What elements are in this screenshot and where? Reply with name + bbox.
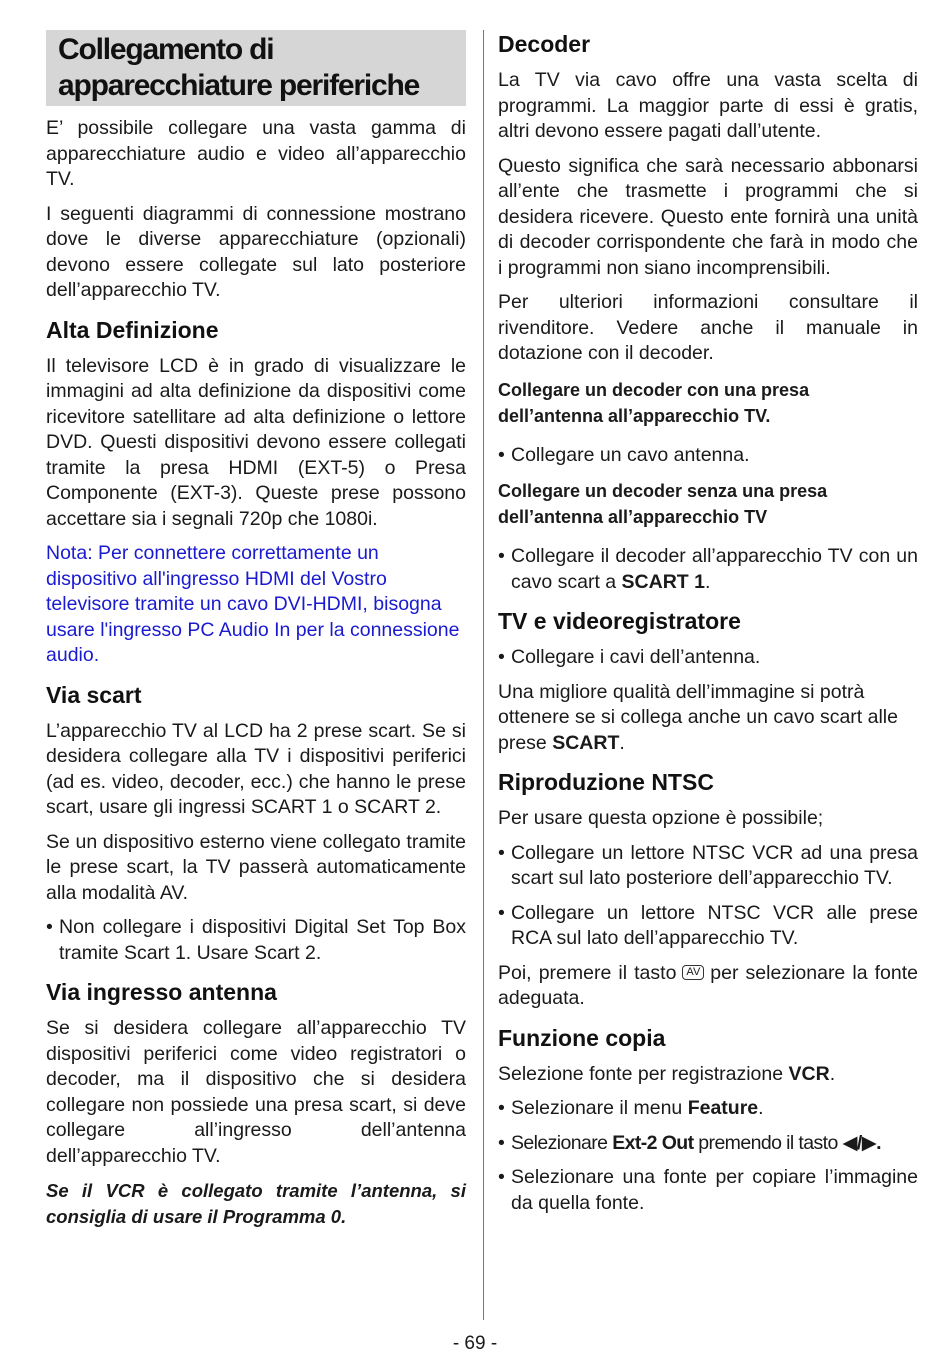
scart-paragraph-1: L’apparecchio TV al LCD ha 2 prese scart. Se si desidera collegare alla TV i dispositivi periferici (ad es. video, decoder, ecc.) che hanno le prese scart, usare gli ingressi SCART 1 o SCART 2. [46, 719, 466, 818]
copy-bullet-2-text [511, 1131, 918, 1157]
ext2-out-key: Ext-2 Out [612, 1131, 694, 1154]
copy-b1-body: Selezionare il menu [511, 1097, 688, 1119]
hd-heading: Alta Definizione [46, 316, 219, 343]
feature-key: Feature [687, 1097, 759, 1119]
vcr-bullet [498, 645, 918, 671]
bullet-dot: • [498, 901, 505, 924]
decoder-sub-heading-1: Collegare un decoder con una presa dell’antenna all’apparecchio TV. [498, 379, 810, 426]
page-number: - 69 - [452, 1333, 498, 1354]
decoder-bullet-1-text: Collegare un cavo antenna. [511, 443, 750, 466]
copy-heading: Funzione copia [498, 1024, 666, 1051]
copy-bullet-2 [498, 1131, 918, 1157]
decoder-bullet-2-text [511, 544, 918, 595]
vcr-paragraph [498, 680, 918, 757]
bullet-dot: • [498, 646, 505, 668]
bullet-dot: • [498, 1097, 505, 1119]
hd-note: Nota: Per connettere correttamente un dispositivo all'ingresso HDMI del Vostro televisore tramite un cavo DVI-HDMI, bisogna usare l'ingresso PC Audio In per la connessione audio. [46, 542, 460, 666]
scart-bullet-text: Non collegare i dispositivi Digital Set Top Box tramite Scart 1. Usare Scart 2. [59, 916, 466, 964]
copy-bullet-3-text: Selezionare una fonte per copiare l’immagine da quella fonte. [511, 1166, 918, 1214]
ntsc-paragraph-1: Per usare questa opzione è possibile; [498, 807, 824, 829]
ntsc-paragraph-2 [498, 961, 918, 1012]
bullet-dot: • [498, 545, 505, 567]
vcr-key: VCR [788, 1062, 830, 1085]
copy-p1-end: . [829, 1062, 836, 1085]
antenna-paragraph: Se si desidera collegare all’apparecchio TV dispositivi periferici come video registratori o decoder, ma il dispositivo che si desidera collegare non possiede una presa scart, si deve collegare all’ingresso dell’antenna dell’apparecchio TV. [46, 1017, 466, 1167]
copy-b2-body: Selezionare [511, 1131, 613, 1154]
vcr-heading: TV e videoregistratore [498, 608, 741, 634]
ntsc-p2-before: Poi, premere il tasto [498, 961, 677, 984]
copy-bullet-1 [498, 1096, 918, 1122]
hd-paragraph: Il televisore LCD è in grado di visualizzare le immagini ad alta definizione da dispositivi come ricevitore satellitare ad alta definizione o lettore DVD. Questi dispositivi devono essere collegati tramite la presa HDMI (EXT-5) o Presa Componente (EXT-3). Queste prese possono accettare sia i segnali 720p che 1080i. [46, 354, 466, 530]
copy-b2-after: premendo il tasto [693, 1131, 843, 1154]
av-key-icon: AV [682, 965, 704, 980]
decoder-paragraph-1: La TV via cavo offre una vasta scelta di programmi. La maggior parte di essi è gratis, altri devono essere pagati dall’utente. [498, 69, 918, 142]
bullet-dot: • [498, 841, 505, 864]
decoder-bullet-2-body: Collegare il decoder all’apparecchio TV con un cavo scart a [511, 545, 918, 593]
vcr-paragraph-end: . [619, 731, 625, 754]
ntsc-p2-after: per selezionare la fonte adeguata. [498, 961, 919, 1009]
decoder-bullet-1 [498, 443, 918, 469]
vcr-paragraph-body: Una migliore qualità dell’immagine si potrà ottenere se si collega anche un cavo scart alle prese [498, 680, 898, 754]
right-column [498, 30, 918, 1225]
ntsc-bullet-2 [498, 901, 918, 952]
antenna-note: Se il VCR è collegato tramite l’antenna, si consiglia di usare il Programma 0. [46, 1180, 466, 1227]
ntsc-heading: Riproduzione NTSC [498, 769, 714, 795]
copy-paragraph [498, 1062, 918, 1088]
intro-paragraph-1: E’ possibile collegare una vasta gamma di apparecchiature audio e video all’apparecchio TV. [46, 117, 466, 190]
left-right-arrow-icon: ◀/▶. [842, 1131, 881, 1154]
left-column [46, 30, 466, 1239]
decoder-bullet-2 [498, 544, 918, 595]
decoder-bullet-2-end: . [704, 570, 711, 593]
page-title: Collegamento di apparecchiature periferiche [46, 30, 466, 106]
scart-paragraph-2: Se un dispositivo esterno viene collegato tramite le prese scart, la TV passerà automaticamente alla modalità AV. [46, 830, 466, 904]
scart-heading: Via scart [46, 681, 142, 708]
copy-b1-end: . [758, 1097, 764, 1119]
scart-key: SCART [552, 731, 620, 754]
decoder-sub-heading-2: Collegare un decoder senza una presa dell’antenna all’apparecchio TV [498, 481, 828, 527]
copy-bullet-3 [498, 1165, 918, 1216]
copy-p1-body: Selezione fonte per registrazione [498, 1062, 789, 1085]
decoder-heading: Decoder [498, 31, 591, 57]
bullet-dot: • [46, 916, 53, 938]
copy-bullet-1-text [511, 1096, 918, 1122]
decoder-paragraph-2: Questo significa che sarà necessario abbonarsi all’ente che trasmette i programmi che si desidera ricevere. Questo ente fornirà una unità di decoder corrispondente che farà in modo che i programmi non siano incomprensibili. [498, 154, 918, 279]
vcr-bullet-text: Collegare i cavi dell’antenna. [511, 646, 761, 668]
bullet-dot: • [498, 443, 505, 466]
bullet-dot: • [498, 1131, 505, 1154]
scart1-key: SCART 1 [621, 570, 705, 593]
scart-bullet [46, 915, 466, 966]
antenna-heading: Via ingresso antenna [46, 979, 277, 1005]
decoder-paragraph-3: Per ulteriori informazioni consultare il rivenditore. Vedere anche il manuale in dotazione con il decoder. [498, 291, 918, 364]
ntsc-bullet-1 [498, 841, 918, 892]
bullet-dot: • [498, 1166, 505, 1188]
ntsc-bullet-2-text: Collegare un lettore NTSC VCR alle prese RCA sul lato dell’apparecchio TV. [511, 901, 918, 949]
ntsc-bullet-1-text: Collegare un lettore NTSC VCR ad una presa scart sul lato posteriore dell’apparecchio TV. [511, 841, 918, 889]
intro-paragraph-2: I seguenti diagrammi di connessione mostrano dove le diverse apparecchiature (opzionali) devono essere collegate sul lato posteriore dell’apparecchio TV. [46, 202, 466, 301]
column-divider [483, 30, 484, 1320]
